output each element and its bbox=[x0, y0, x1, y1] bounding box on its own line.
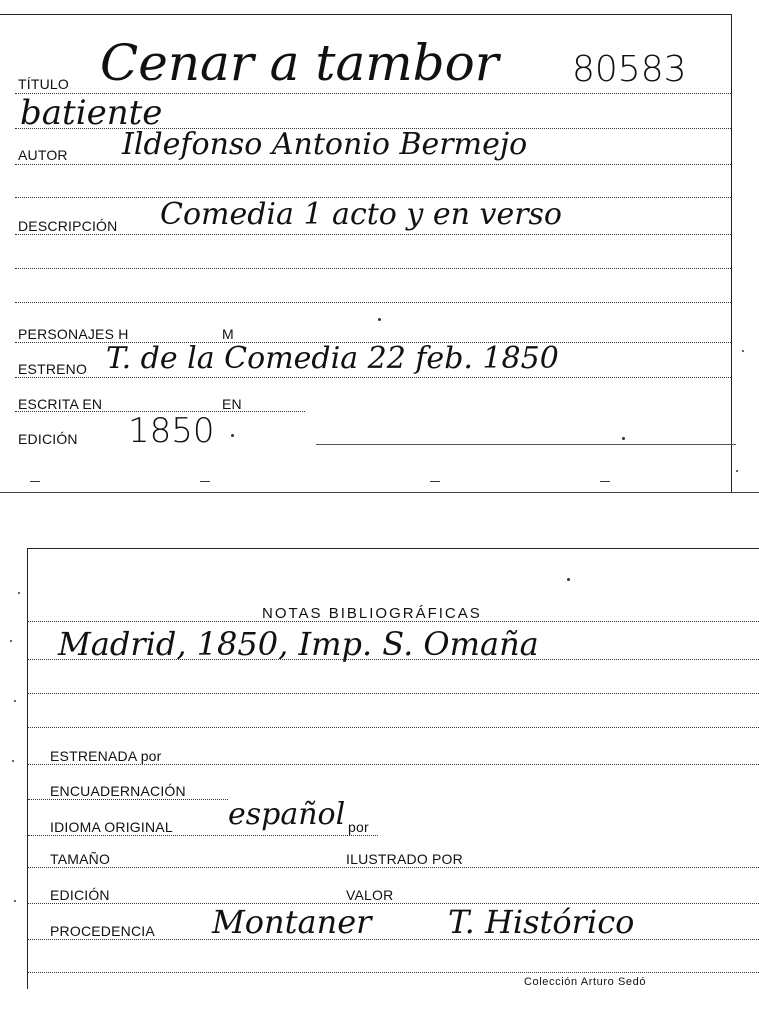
heading-line bbox=[28, 621, 759, 622]
edicion-notes-label: EDICIÓN bbox=[50, 887, 110, 903]
blank-line-3 bbox=[15, 302, 731, 303]
encuadernacion-label: ENCUADERNACIÓN bbox=[50, 783, 186, 799]
blank-line-2 bbox=[15, 268, 731, 269]
titulo-label: TÍTULO bbox=[18, 76, 69, 92]
escrita-en-label: ESCRITA EN bbox=[18, 396, 103, 412]
titulo-value: Cenar a tambor bbox=[100, 34, 499, 92]
speck bbox=[12, 760, 14, 762]
estrenada-line bbox=[28, 764, 759, 765]
idioma-label: IDIOMA ORIGINAL bbox=[50, 819, 173, 835]
procedencia-line bbox=[28, 939, 759, 940]
titulo-number: 80583 bbox=[572, 49, 687, 90]
notas-heading: NOTAS BIBLIOGRÁFICAS bbox=[262, 605, 482, 622]
autor-line bbox=[15, 164, 731, 165]
speck bbox=[14, 700, 16, 702]
speck bbox=[30, 481, 40, 482]
speck bbox=[14, 900, 16, 902]
edicion-label: EDICIÓN bbox=[18, 431, 78, 447]
card-bottom-edge bbox=[0, 492, 759, 493]
speck bbox=[10, 640, 12, 642]
procedencia-label: PROCEDENCIA bbox=[50, 923, 155, 939]
speck bbox=[200, 481, 210, 482]
notas-line-2 bbox=[28, 693, 759, 694]
notas-value: Madrid, 1850, Imp. S. Omaña bbox=[58, 625, 539, 663]
titulo-value-continued: batiente bbox=[20, 93, 163, 133]
procedencia-value: Montaner bbox=[212, 903, 372, 941]
speck bbox=[600, 481, 610, 482]
speck bbox=[736, 470, 738, 472]
valor-label: VALOR bbox=[346, 887, 394, 903]
collection-stamp: Colección Arturo Sedó bbox=[524, 976, 647, 988]
personajes-h-label: PERSONAJES H bbox=[18, 326, 129, 342]
speck bbox=[18, 592, 20, 594]
encuadernacion-line bbox=[28, 799, 228, 800]
idioma-line bbox=[28, 835, 378, 836]
notas-line-3 bbox=[28, 727, 759, 728]
edicion-value: 1850 bbox=[128, 411, 215, 451]
notas-line-1 bbox=[28, 659, 759, 660]
speck bbox=[622, 437, 625, 440]
speck bbox=[231, 434, 234, 437]
edicion-notes-line bbox=[28, 903, 759, 904]
estreno-value: T. de la Comedia 22 feb. 1850 bbox=[106, 341, 559, 376]
personajes-m-label: M bbox=[222, 326, 234, 342]
edicion-line bbox=[316, 444, 736, 445]
escrita-lugar-label: EN bbox=[222, 396, 242, 412]
idioma-por-label: por bbox=[348, 819, 369, 835]
descripcion-line bbox=[15, 234, 731, 235]
descripcion-value: Comedia 1 acto y en verso bbox=[160, 197, 562, 232]
descripcion-label: DESCRIPCIÓN bbox=[18, 218, 118, 234]
speck bbox=[430, 481, 440, 482]
tamano-label: TAMAÑO bbox=[50, 851, 111, 867]
speck bbox=[567, 578, 570, 581]
ilustrado-label: ILUSTRADO POR bbox=[346, 851, 463, 867]
autor-label: AUTOR bbox=[18, 147, 68, 163]
blank-line-notes bbox=[28, 972, 759, 973]
tamano-line bbox=[28, 867, 759, 868]
estreno-line bbox=[15, 377, 731, 378]
speck bbox=[378, 318, 381, 321]
procedencia-value-2: T. Histórico bbox=[448, 903, 635, 941]
autor-value: Ildefonso Antonio Bermejo bbox=[122, 127, 528, 162]
estrenada-label: ESTRENADA por bbox=[50, 748, 162, 764]
idioma-value: español bbox=[228, 797, 346, 832]
estreno-label: ESTRENO bbox=[18, 361, 88, 377]
speck bbox=[742, 350, 744, 352]
